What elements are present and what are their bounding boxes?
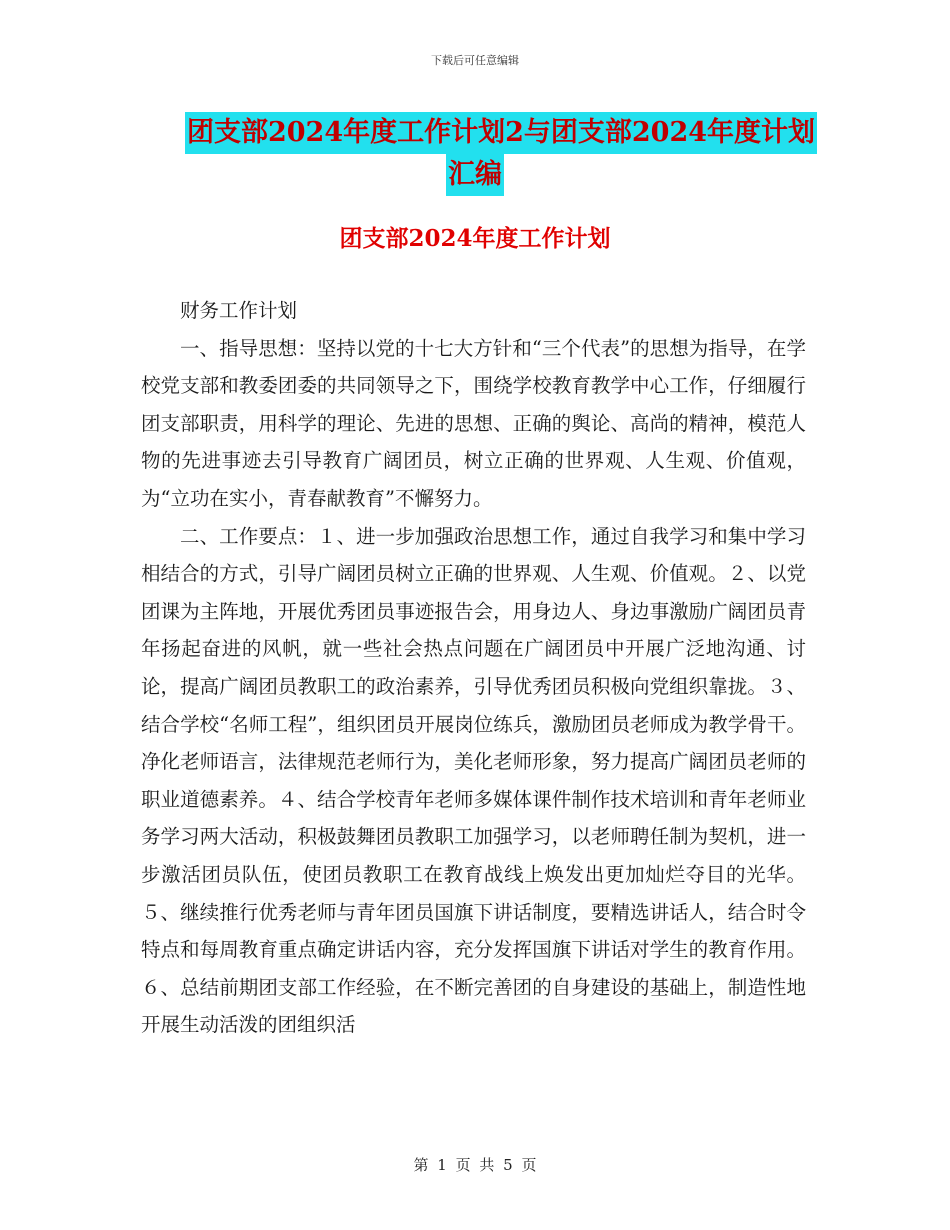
document-title-line-1: 团支部2024年度工作计划2与团支部2024年度计划 bbox=[185, 112, 817, 154]
document-title-line-2: 汇编 bbox=[446, 154, 504, 196]
body-paragraph-guiding-ideology: 一、指导思想：坚持以党的十七大方针和“三个代表”的思想为指导，在学校党支部和教委团委的共同领导之下，围绕学校教育教学中心工作，仔细履行团支部职责，用科学的理论、先进的思想、正确的舆论、高尚的精神，模范人物的先进事迹去引导教育广阔团员，树立正确的世界观、人生观、价值观，为“立功在实小，青春献教育”不懈努力。 bbox=[141, 336, 806, 510]
body-paragraph-subtitle: 财务工作计划 bbox=[180, 299, 298, 322]
document-title bbox=[0, 112, 950, 196]
page-footer-number: 第 1 页 共 5 页 bbox=[413, 1156, 537, 1174]
section-title: 团支部2024年度工作计划 bbox=[339, 225, 611, 252]
page-header-note: 下载后可任意编辑 bbox=[431, 54, 519, 67]
body-paragraph-work-points: 二、工作要点：１、进一步加强政治思想工作，通过自我学习和集中学习相结合的方式，引导广阔团员树立正确的世界观、人生观、价值观。２、以党团课为主阵地，开展优秀团员事迹报告会，用身边人、身边事激励广阔团员青年扬起奋进的风帆，就一些社会热点问题在广阔团员中开展广泛地沟通、讨论，提高广阔团员教职工的政治素养，引导优秀团员积极向党组织靠拢。３、结合学校“名师工程”，组织团员开展岗位练兵，激励团员老师成为教学骨干。净化老师语言，法律规范老师行为，美化老师形象，努力提高广阔团员老师的职业道德素养。４、结合学校青年老师多媒体课件制作技术培训和青年老师业务学习两大活动，积极鼓舞团员教职工加强学习，以老师聘任制为契机，进一步激活团员队伍，使团员教职工在教育战线上焕发出更加灿烂夺目的光华。５、继续推行优秀老师与青年团员国旗下讲话制度，要精选讲话人，结合时令特点和每周教育重点确定讲话内容，充分发挥国旗下讲话对学生的教育作用。６、总结前期团支部工作经验，在不断完善团的自身建设的基础上，制造性地开展生动活泼的团组织活 bbox=[141, 524, 806, 1037]
document-body bbox=[141, 292, 806, 1044]
